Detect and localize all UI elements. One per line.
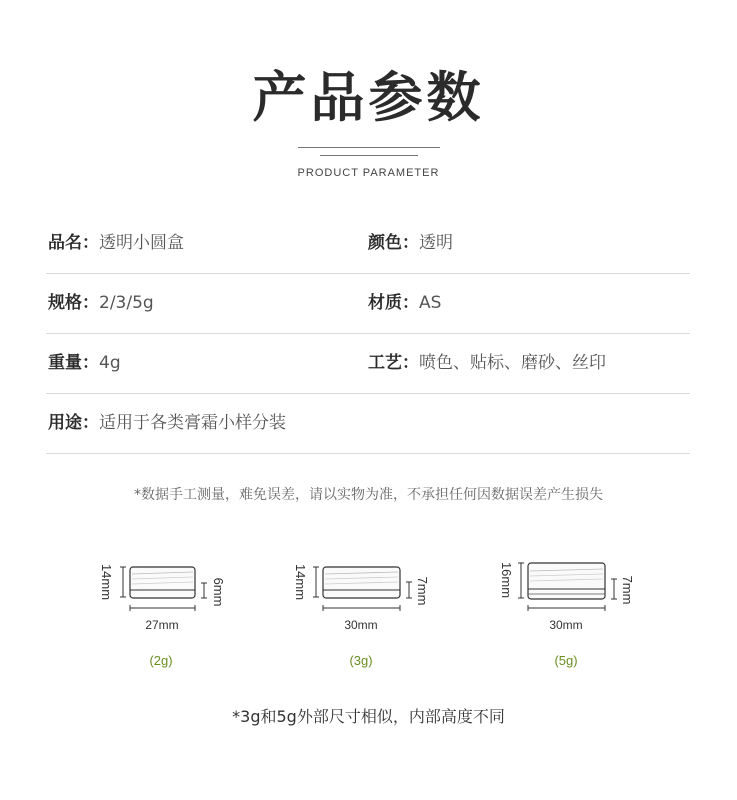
param-value: 喷色、贴标、磨砂、丝印	[419, 353, 606, 373]
param-label: 用途：	[48, 413, 99, 433]
param-row	[46, 214, 690, 274]
inner-height-label: 7mm	[415, 576, 430, 606]
param-value: 透明小圆盒	[99, 233, 184, 253]
param-label: 重量：	[48, 353, 99, 373]
total-height-label: 14mm	[99, 563, 114, 601]
size-diagram-2g	[99, 564, 226, 668]
param-label: 品名：	[48, 233, 99, 253]
param-cell	[48, 274, 154, 333]
inner-height-label: 6mm	[211, 577, 226, 607]
param-cell	[48, 394, 286, 453]
capacity-label: (5g)	[554, 653, 578, 668]
measurement-disclaimer: *数据手工测量，难免误差，请以实物为准，不承担任何因数据误差产生损失	[134, 487, 603, 503]
inner-height-label: 7mm	[620, 575, 635, 605]
param-cell	[48, 334, 121, 393]
param-cell	[368, 214, 453, 273]
total-height-label: 14mm	[293, 563, 308, 601]
size-diagram-5g	[499, 562, 635, 668]
width-label: 30mm	[344, 618, 378, 632]
size-diagram-3g	[293, 564, 430, 668]
param-cell	[368, 334, 606, 393]
title-divider-top	[298, 147, 440, 148]
param-value: 透明	[419, 233, 453, 253]
param-label: 颜色：	[368, 233, 419, 253]
param-row	[46, 274, 690, 334]
param-cell	[48, 214, 184, 273]
param-value: 4g	[99, 353, 121, 373]
total-height-label: 16mm	[499, 561, 514, 599]
param-row	[46, 334, 690, 394]
param-value: 2/3/5g	[99, 293, 154, 313]
param-value: 适用于各类膏霜小样分装	[99, 413, 286, 433]
param-value: AS	[419, 293, 442, 313]
width-label: 30mm	[549, 618, 583, 632]
param-label: 材质：	[368, 293, 419, 313]
param-label: 工艺：	[368, 353, 419, 373]
capacity-label: (3g)	[349, 653, 373, 668]
width-label: 27mm	[145, 618, 179, 632]
size-diagrams	[0, 545, 737, 685]
param-label: 规格：	[48, 293, 99, 313]
parameter-table	[46, 214, 690, 454]
size-note: *3g和5g外部尺寸相似，内部高度不同	[232, 707, 505, 726]
page-title: 产品参数	[252, 66, 485, 129]
capacity-label: (2g)	[149, 653, 173, 668]
title-divider-bottom	[320, 155, 418, 156]
param-row	[46, 394, 690, 454]
param-cell	[368, 274, 441, 333]
page-subtitle: PRODUCT PARAMETER	[297, 167, 440, 179]
